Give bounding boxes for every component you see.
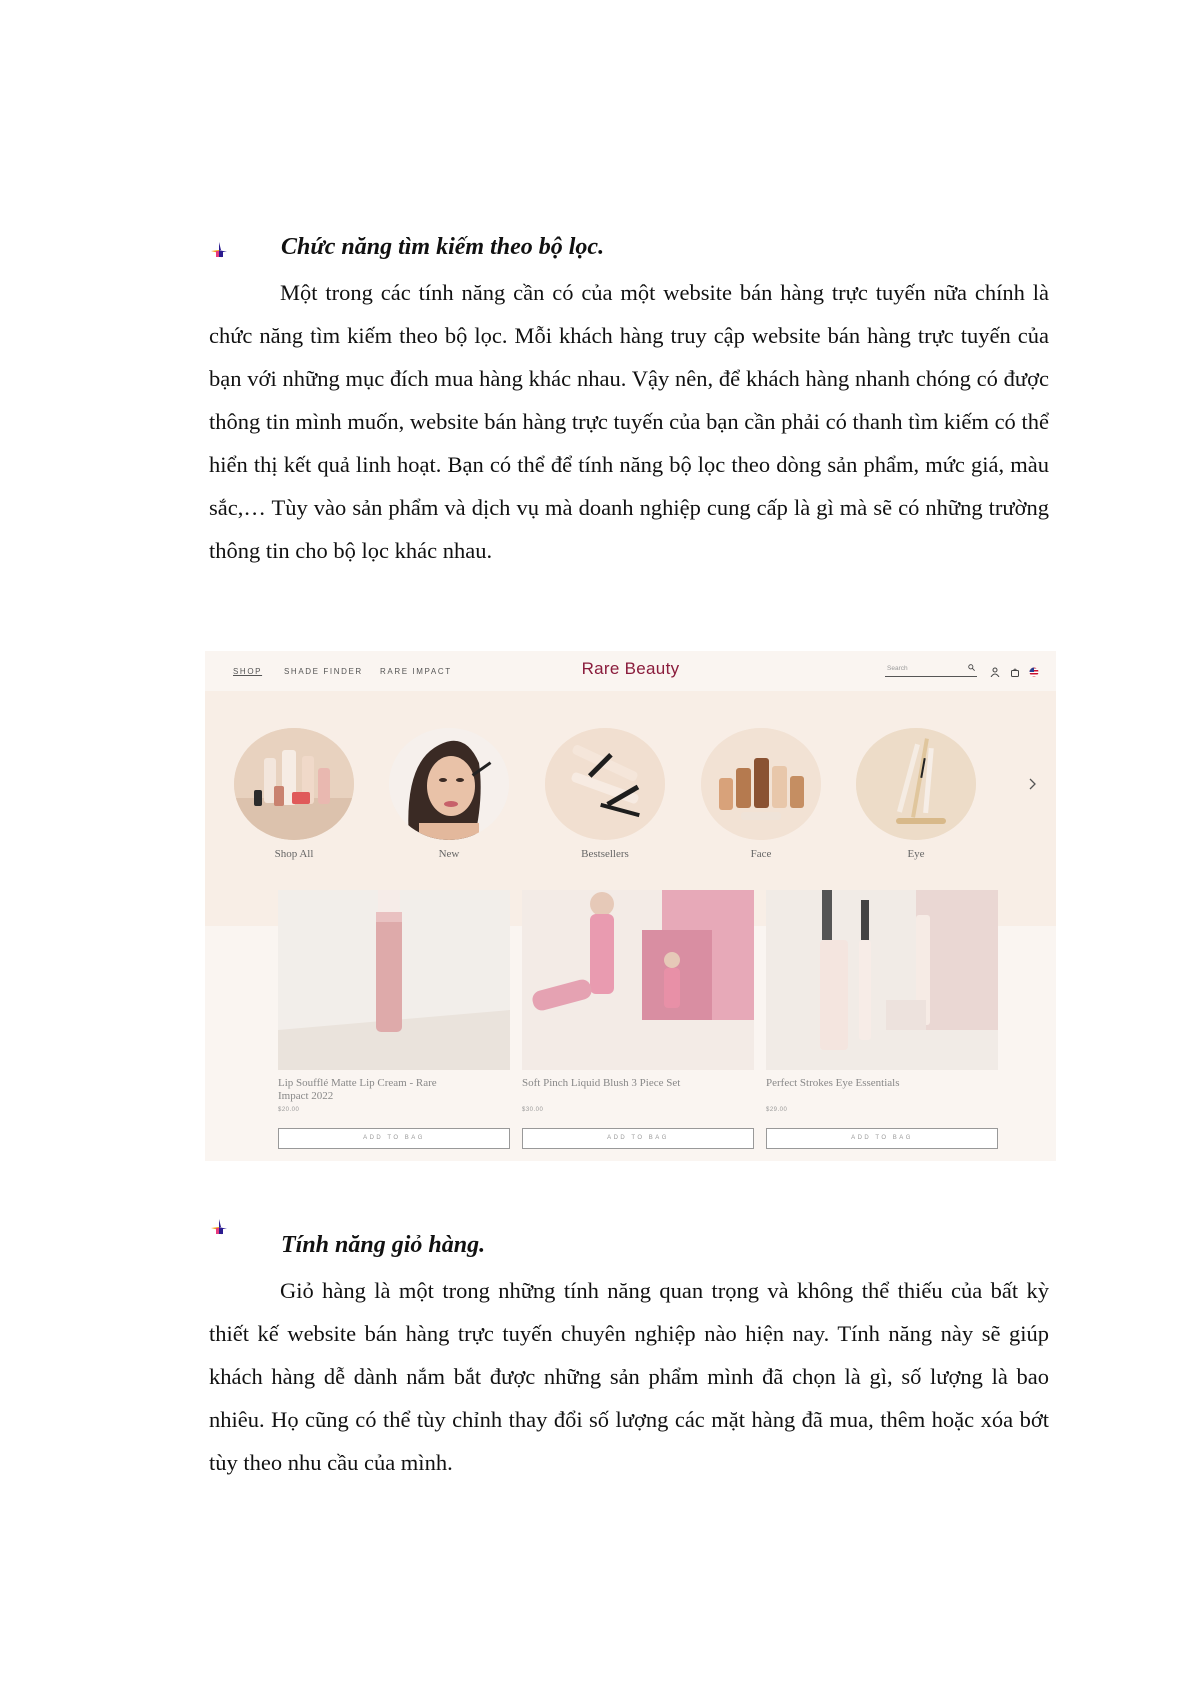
product-card[interactable]: [522, 890, 754, 1149]
category-bestsellers[interactable]: [545, 728, 665, 860]
category-label: Face: [750, 848, 772, 860]
search-placeholder: Search: [887, 665, 908, 672]
cart-icon[interactable]: [1010, 667, 1020, 677]
search-input[interactable]: [885, 664, 977, 677]
nav-shade-finder-link[interactable]: SHADE FINDER: [284, 667, 363, 676]
category-label: Bestsellers: [581, 848, 629, 860]
top-navigation: [205, 651, 1056, 691]
category-new[interactable]: [389, 728, 509, 860]
nav-rare-impact-link[interactable]: RARE IMPACT: [380, 667, 452, 676]
add-to-bag-button[interactable]: ADD TO BAG: [522, 1128, 754, 1149]
section-paragraph-filter-search: Một trong các tính năng cần có của một website bán hàng trực tuyến nữa chính là chức năng tìm kiếm theo bộ lọc. Mỗi khách hàng truy cập website bán hàng trực tuyến của bạn với những mục đích mua hàng khác nhau. Vậy nên, để khách hàng nhanh chóng có được thông tin mình muốn, website bán hàng trực tuyến của bạn cần phải có thanh tìm kiếm có thể hiển thị kết quả linh hoạt. Bạn có thể để tính năng bộ lọc theo dòng sản phẩm, mức giá, màu sắc,… Tùy vào sản phẩm và dịch vụ mà doanh nghiệp cung cấp là gì mà sẽ có những trường thông tin cho bộ lọc khác nhau.: [209, 280, 1049, 563]
category-image: [389, 728, 509, 840]
chevron-right-icon[interactable]: [1025, 777, 1039, 791]
search-icon[interactable]: [968, 664, 975, 671]
category-shop-all[interactable]: [234, 728, 354, 860]
product-name[interactable]: Soft Pinch Liquid Blush 3 Piece Set: [522, 1077, 681, 1089]
product-image[interactable]: [522, 890, 754, 1070]
us-flag-icon[interactable]: [1029, 667, 1039, 677]
product-price: $29.00: [766, 1107, 788, 1113]
account-icon[interactable]: [990, 667, 1000, 677]
product-name[interactable]: Lip Soufflé Matte Lip Cream - Rare Impact 2022: [278, 1077, 437, 1102]
product-price: $20.00: [278, 1107, 300, 1113]
add-to-bag-button[interactable]: ADD TO BAG: [278, 1128, 510, 1149]
bullet-icon: [210, 1218, 228, 1236]
section-heading-filter-search: Chức năng tìm kiếm theo bộ lọc.: [281, 234, 605, 260]
category-eye[interactable]: [856, 728, 976, 860]
product-image[interactable]: [278, 890, 510, 1070]
bullet-icon: [210, 241, 228, 259]
section-heading-shopping-cart: Tính năng giỏ hàng.: [281, 1232, 486, 1258]
category-image: [856, 728, 976, 840]
category-label: New: [438, 848, 460, 860]
category-face[interactable]: [701, 728, 821, 860]
nav-shop-link[interactable]: SHOP: [233, 667, 263, 676]
category-image: [701, 728, 821, 840]
brand-logo[interactable]: Rare Beauty: [581, 659, 680, 678]
category-label: Eye: [907, 848, 925, 860]
category-label: Shop All: [274, 848, 314, 860]
category-image: [234, 728, 354, 840]
product-price: $30.00: [522, 1107, 544, 1113]
product-image[interactable]: [766, 890, 998, 1070]
product-name[interactable]: Perfect Strokes Eye Essentials: [766, 1077, 900, 1089]
section-paragraph-shopping-cart: Giỏ hàng là một trong những tính năng quan trọng và không thể thiếu của bất kỳ thiết kế website bán hàng trực tuyến chuyên nghiệp nào hiện nay. Tính năng này sẽ giúp khách hàng dễ dành nắm bắt được những sản phẩm mình đã chọn là gì, số lượng là bao nhiêu. Họ cũng có thể tùy chỉnh thay đổi số lượng các mặt hàng đã mua, thêm hoặc xóa bớt tùy theo nhu cầu của mình.: [209, 1278, 1049, 1475]
category-image: [545, 728, 665, 840]
add-to-bag-button[interactable]: ADD TO BAG: [766, 1128, 998, 1149]
website-screenshot: [205, 651, 1056, 1161]
product-card[interactable]: [278, 890, 510, 1149]
product-card[interactable]: [766, 890, 998, 1149]
